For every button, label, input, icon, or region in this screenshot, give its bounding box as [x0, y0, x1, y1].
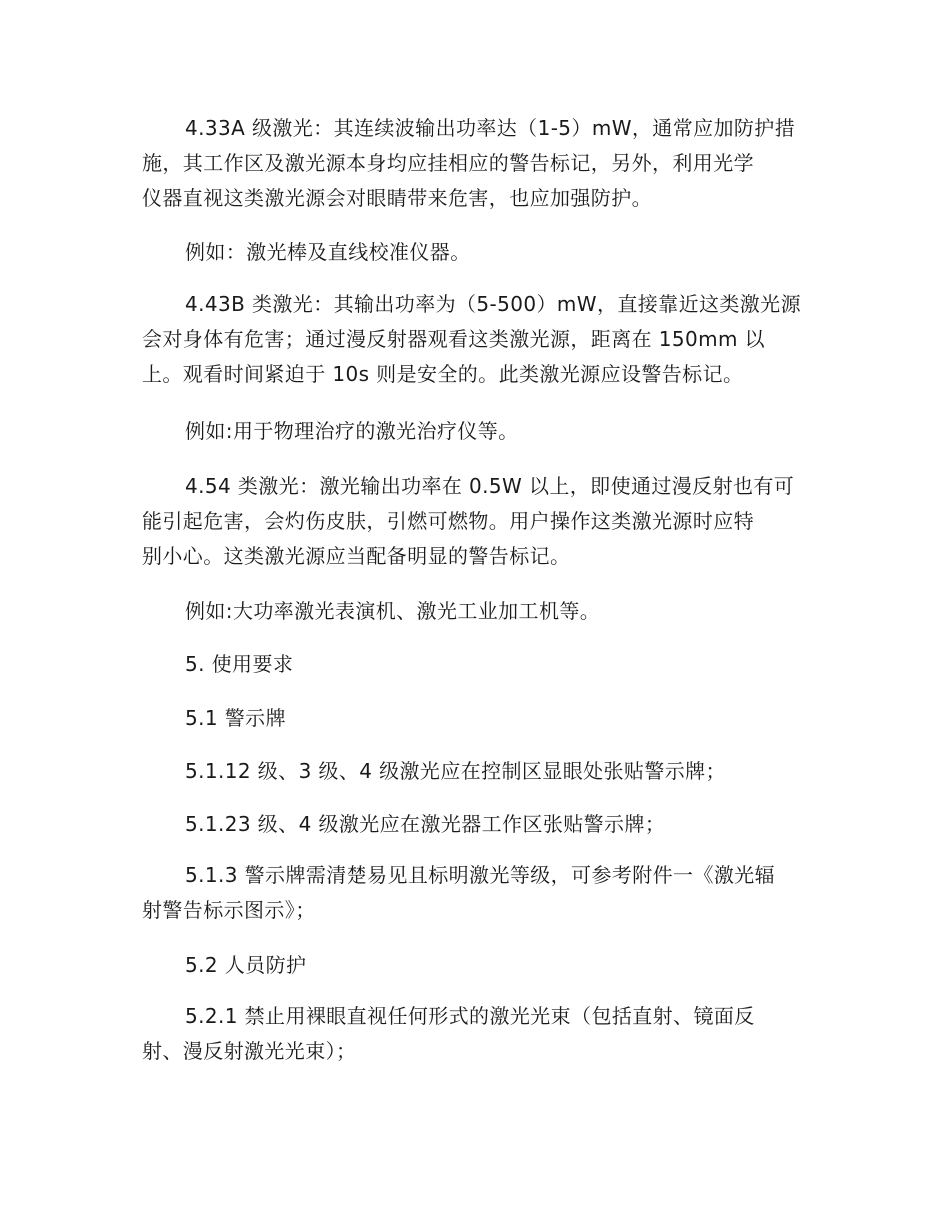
text-line: 会对身体有危害；通过漫反射器观看这类激光源，距离在 150mm 以	[142, 327, 766, 351]
paragraph-5-1-1: 5.1.12 级、3 级、4 级激光应在控制区显眼处张贴警示牌；	[185, 759, 726, 783]
text-line: 4.33A 级激光：其连续波输出功率达（1-5）mW，通常应加防护措	[185, 116, 796, 140]
text-line: 5.1.3 警示牌需清楚易见且标明激光等级，可参考附件一《激光辐	[185, 863, 776, 887]
text-line: 别小心。这类激光源应当配备明显的警告标记。	[142, 544, 571, 568]
text-line: 上。观看时间紧迫于 10s 则是安全的。此类激光源应设警告标记。	[142, 362, 744, 386]
paragraph-5-1-2: 5.1.23 级、4 级激光应在激光器工作区张贴警示牌；	[185, 812, 666, 836]
text-line: 射、漫反射激光光束）；	[142, 1039, 357, 1063]
text-line: 5.2.1 禁止用裸眼直视任何形式的激光光束（包括直射、镜面反	[185, 1004, 755, 1028]
paragraph-5-2-1	[142, 999, 810, 1069]
text-line: 仪器直视这类激光源会对眼睛带来危害，也应加强防护。	[142, 186, 652, 210]
paragraph-class-4-laser	[142, 469, 810, 574]
text-line: 施，其工作区及激光源本身均应挂相应的警告标记，另外，利用光学	[142, 151, 754, 175]
text-line: 射警告标示图示》；	[142, 898, 316, 922]
paragraph-5-1-3	[142, 858, 810, 928]
text-line: 4.54 类激光：激光输出功率在 0.5W 以上，即使通过漫反射也有可	[185, 474, 795, 498]
paragraph-example-3b: 例如:用于物理治疗的激光治疗仪等。	[185, 419, 519, 443]
text-line: 4.43B 类激光：其输出功率为（5-500）mW，直接靠近这类激光源	[185, 292, 801, 316]
subsection-heading-warning-signs: 5.1 警示牌	[185, 706, 286, 730]
paragraph-example-3a: 例如：激光棒及直线校准仪器。	[185, 240, 471, 264]
section-heading-usage-requirements: 5. 使用要求	[185, 652, 294, 676]
paragraph-class-3b-laser	[142, 287, 810, 392]
paragraph-example-4: 例如:大功率激光表演机、激光工业加工机等。	[185, 599, 601, 623]
text-line: 能引起危害，会灼伤皮肤，引燃可燃物。用户操作这类激光源时应特	[142, 509, 754, 533]
subsection-heading-personnel-protection: 5.2 人员防护	[185, 953, 307, 977]
paragraph-class-3a-laser	[142, 111, 810, 216]
